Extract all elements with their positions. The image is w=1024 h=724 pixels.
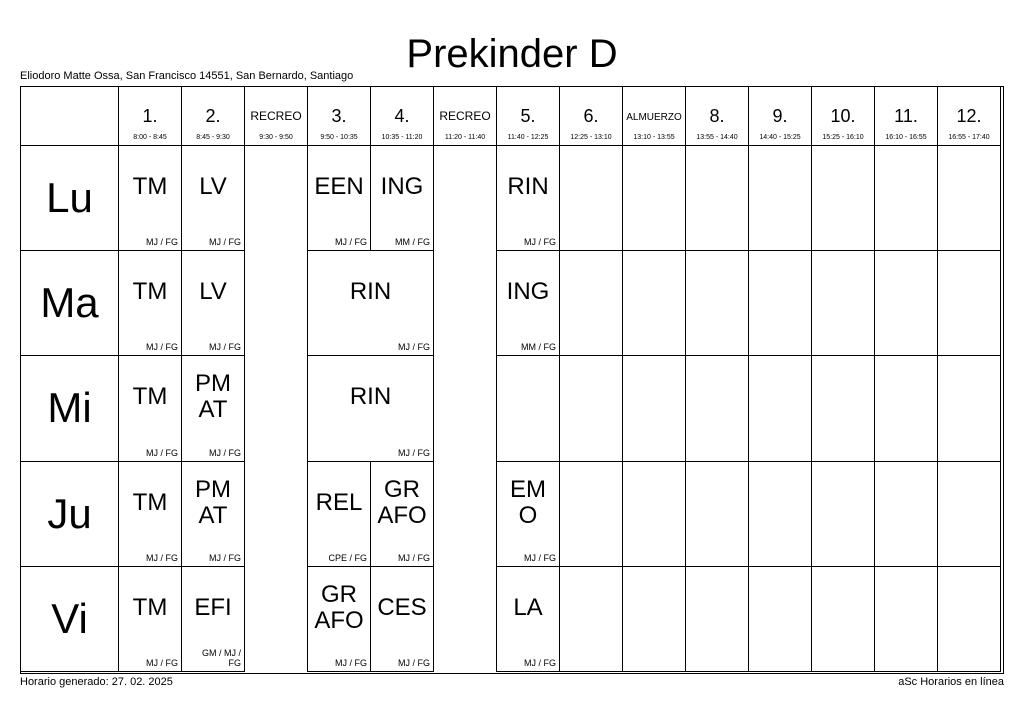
period-number: 2. [205,106,221,126]
break-label: RECREO [439,109,491,123]
empty-slot [560,251,623,356]
period-number: 10. [830,106,856,126]
period-time: 11:40 - 12:25 [507,134,549,141]
lesson-card [182,567,245,672]
period-time: 14:40 - 15:25 [759,134,801,141]
lesson-card [119,146,182,251]
lesson-teacher: MJ / FG [524,237,556,248]
lesson-teacher: GM / MJ / FG [202,647,241,668]
lesson-card [182,251,245,356]
lesson-card [119,356,182,461]
lesson-teacher: MJ / FG [398,342,430,353]
lesson-teacher: MJ / FG [335,237,367,248]
lesson-teacher: MM / FG [521,342,556,353]
lesson-subject: TM [132,383,168,411]
day-label: Ma [21,251,119,356]
empty-slot [812,251,875,356]
school-address: Eliodoro Matte Ossa, San Francisco 14551, San Bernardo, Santiago [20,70,354,82]
lesson-subject: PM AT [195,475,231,529]
break-column [434,146,497,672]
period-number: 3. [331,106,347,126]
lesson-card [497,567,560,672]
lesson-subject: EEN [314,173,364,201]
lesson-subject: CES [377,593,427,621]
empty-slot [875,146,938,251]
period-time: 12:25 - 13:10 [570,134,612,141]
lesson-teacher: MJ / FG [398,552,430,563]
empty-slot [749,251,812,356]
lesson-teacher: MJ / FG [524,657,556,668]
page-title: Prekinder D [406,32,618,76]
period-time: 8:00 - 8:45 [133,134,167,141]
lesson-teacher: MJ / FG [146,342,178,353]
period-time: 15:25 - 16:10 [822,134,864,141]
period-header [119,87,182,146]
lesson-card [119,567,182,672]
period-number: 11. [894,106,918,126]
period-header [497,87,560,146]
empty-slot [812,356,875,461]
lesson-subject: GR AFO [377,475,427,529]
empty-slot [812,567,875,672]
lesson-teacher: CPE / FG [328,552,367,563]
lesson-subject: EM O [510,475,546,529]
lesson-card [497,146,560,251]
empty-slot [623,356,686,461]
period-header [938,87,1001,146]
period-time: 16:55 - 17:40 [948,134,990,141]
empty-slot [560,146,623,251]
lesson-subject: TM [132,173,168,201]
empty-slot [686,462,749,567]
lesson-subject: TM [132,593,168,621]
empty-slot [623,251,686,356]
lesson-teacher: MJ / FG [209,447,241,458]
corner-cell [21,87,119,146]
empty-slot [749,356,812,461]
period-time: 8:45 - 9:30 [196,134,230,141]
lesson-subject: EFI [194,593,232,621]
empty-slot [560,567,623,672]
empty-slot [749,462,812,567]
period-header [875,87,938,146]
lesson-card [371,146,434,251]
lesson-subject: TM [132,488,168,516]
lesson-subject: REL [315,488,363,516]
lesson-card [497,251,560,356]
period-time: 13:55 - 14:40 [696,134,738,141]
empty-slot [623,462,686,567]
period-time: 9:30 - 9:50 [259,134,293,141]
period-number: 9. [772,106,788,126]
empty-slot [875,567,938,672]
lesson-card [308,567,371,672]
period-header [623,87,686,146]
break-column [245,146,308,672]
period-header [371,87,434,146]
lesson-subject: LA [513,593,543,621]
empty-slot [749,146,812,251]
lesson-teacher: MJ / FG [146,552,178,563]
period-time: 11:20 - 11:40 [444,134,486,141]
lesson-teacher: MJ / FG [209,237,241,248]
timetable-grid [20,86,1004,674]
day-label: Lu [21,146,119,251]
lesson-card [119,251,182,356]
lesson-teacher: MJ / FG [398,447,430,458]
empty-slot [686,567,749,672]
day-label: Ju [21,462,119,567]
empty-slot [938,462,1001,567]
period-number: 5. [520,106,536,126]
period-header [560,87,623,146]
period-header [308,87,371,146]
lesson-card [497,462,560,567]
lesson-subject: LV [199,173,227,201]
empty-slot [812,462,875,567]
empty-slot [686,251,749,356]
lesson-teacher: MJ / FG [398,657,430,668]
lesson-card [308,462,371,567]
lesson-teacher: MJ / FG [146,237,178,248]
period-header [245,87,308,146]
lesson-subject: RIN [349,383,392,411]
period-time: 10:35 - 11:20 [381,134,423,141]
period-time: 13:10 - 13:55 [633,134,675,141]
lesson-subject: GR AFO [314,580,364,634]
lesson-card [182,356,245,461]
empty-slot [938,251,1001,356]
lesson-subject: ING [506,278,550,306]
empty-slot [623,146,686,251]
empty-slot [875,462,938,567]
lesson-teacher: MJ / FG [524,552,556,563]
empty-slot [938,356,1001,461]
empty-slot [749,567,812,672]
period-header [434,87,497,146]
period-header [182,87,245,146]
period-header [812,87,875,146]
lesson-card [119,462,182,567]
period-number: 1. [142,106,158,126]
empty-slot [686,356,749,461]
lesson-teacher: MM / FG [395,237,430,248]
empty-slot [623,567,686,672]
lesson-card [182,146,245,251]
period-number: 8. [709,106,725,126]
lesson-card [308,356,434,461]
break-label: ALMUERZO [626,112,682,123]
empty-slot [560,462,623,567]
period-number: 4. [394,106,410,126]
period-time: 16:10 - 16:55 [885,134,927,141]
lesson-teacher: MJ / FG [209,552,241,563]
break-label: RECREO [250,109,302,123]
empty-slot [560,356,623,461]
lesson-teacher: MJ / FG [335,657,367,668]
empty-slot [497,356,560,461]
generator-credit: aSc Horarios en línea [898,676,1004,688]
lesson-card [308,251,434,356]
lesson-teacher: MJ / FG [209,342,241,353]
period-number: 6. [583,106,599,126]
lesson-subject: RIN [349,278,392,306]
lesson-subject: TM [132,278,168,306]
lesson-card [371,462,434,567]
period-header [686,87,749,146]
lesson-teacher: MJ / FG [146,447,178,458]
generated-date: Horario generado: 27. 02. 2025 [20,676,173,688]
lesson-subject: PM AT [195,370,231,424]
lesson-subject: RIN [507,173,549,201]
lesson-subject: ING [380,173,424,201]
lesson-card [308,146,371,251]
lesson-teacher: MJ / FG [146,657,178,668]
empty-slot [875,356,938,461]
empty-slot [938,567,1001,672]
empty-slot [686,146,749,251]
empty-slot [938,146,1001,251]
day-label: Vi [21,567,119,672]
empty-slot [875,251,938,356]
day-label: Mi [21,356,119,461]
lesson-card [371,567,434,672]
lesson-card [182,462,245,567]
period-time: 9:50 - 10:35 [320,134,358,141]
period-number: 12. [956,106,982,126]
lesson-subject: LV [199,278,227,306]
empty-slot [812,146,875,251]
period-header [749,87,812,146]
